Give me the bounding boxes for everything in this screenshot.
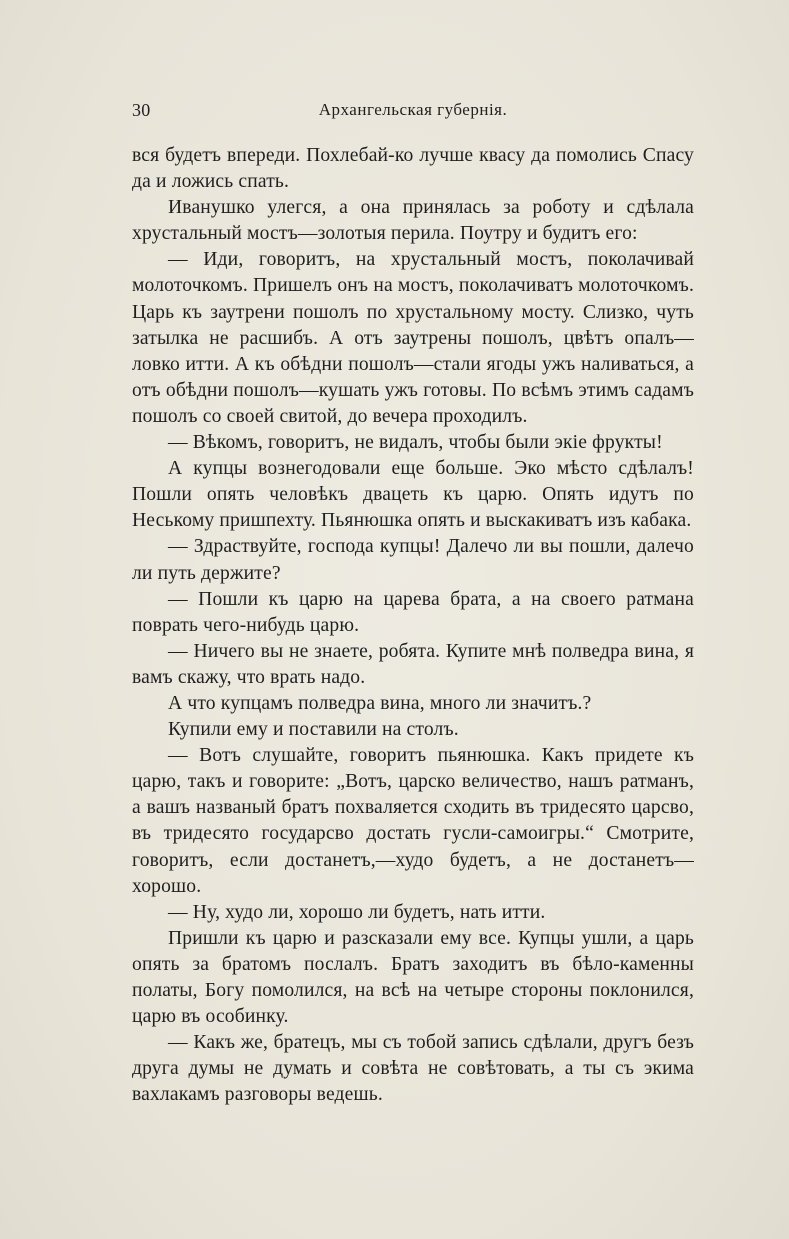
- paragraph: — Пошли къ царю на царева брата, а на своего ратмана поврать чего-нибудь царю.: [132, 588, 694, 636]
- paragraph: — Здраствуйте, господа купцы! Далечо ли вы пошли, далечо ли путь держите?: [132, 536, 694, 584]
- paragraph: А что купцамъ полведра вина, много ли значитъ.?: [168, 692, 592, 714]
- paragraph: А купцы вознегодовали еще больше. Эко мѣсто сдѣлалъ! Пошли опять человѣкъ двацеть къ царю. Опять идутъ по Неському пришпехту. Пьянюшка опять и выскакиватъ изъ кабака.: [132, 458, 694, 532]
- paragraph: — Ну, худо ли, хорошо ли будетъ, нать итти.: [168, 901, 546, 923]
- page-number: 30: [132, 100, 151, 120]
- body-text: [132, 143, 694, 1108]
- paragraph: — Ничего вы не знаете, робята. Купите мнѣ полведра вина, я вамъ скажу, что врать надо.: [132, 640, 694, 688]
- paragraph: вся будетъ впереди. Похлебай-ко лучше квасу да помолись Спасу да и ложись спать.: [132, 145, 694, 193]
- paragraph: Купили ему и поставили на столъ.: [168, 719, 459, 741]
- paragraph: — Какъ же, братецъ, мы съ тобой запись сдѣлали, другъ безъ друга думы не думать и совѣта не совѣтовать, а ты съ экима вахлакамъ разговоры ведешь.: [132, 1032, 694, 1106]
- page-header: [132, 100, 694, 124]
- running-title: Архангельская губернія.: [318, 100, 508, 119]
- paragraph: Пришли къ царю и разсказали ему все. Купцы ушли, а царь опять за братомъ послалъ. Братъ заходитъ въ бѣло-каменны полаты, Богу помолился, на всѣ на четыре стороны поклонился, царю въ особинку.: [132, 927, 694, 1028]
- paragraph: — Иди, говоритъ, на хрустальный мостъ, поколачивай молоточкомъ. Пришелъ онъ на мостъ, поколачиватъ молоточкомъ. Царь къ заутрени пошолъ по хрустальному мосту. Слизко, чуть затылка не расшибъ. А отъ заутрены пошолъ, цвѣтъ опалъ—ловко итти. А къ обѣдни пошолъ—стали ягоды ужъ наливаться, а отъ обѣдни пошолъ—кушать ужъ готовы. По всѣмъ этимъ садамъ пошолъ со своей свитой, до вечера проходилъ.: [132, 249, 694, 427]
- paragraph: — Вотъ слушайте, говоритъ пьянюшка. Какъ придете къ царю, такъ и говорите: „Вотъ, царско величество, нашъ ратманъ, а вашъ названый братъ похваляется сходить въ тридесято царсво, въ тридесято государсво достать гусли-самоигры.“ Смотрите, говоритъ, если достанетъ,—худо будетъ, а не достанетъ—хорошо.: [132, 745, 694, 897]
- paragraph: Иванушко улегся, а она принялась за роботу и сдѣлала хрустальный мостъ—золотыя перила. Поутру и будитъ его:: [132, 197, 694, 245]
- paragraph: — Вѣкомъ, говоритъ, не видалъ, чтобы были экіе фрукты!: [168, 432, 663, 454]
